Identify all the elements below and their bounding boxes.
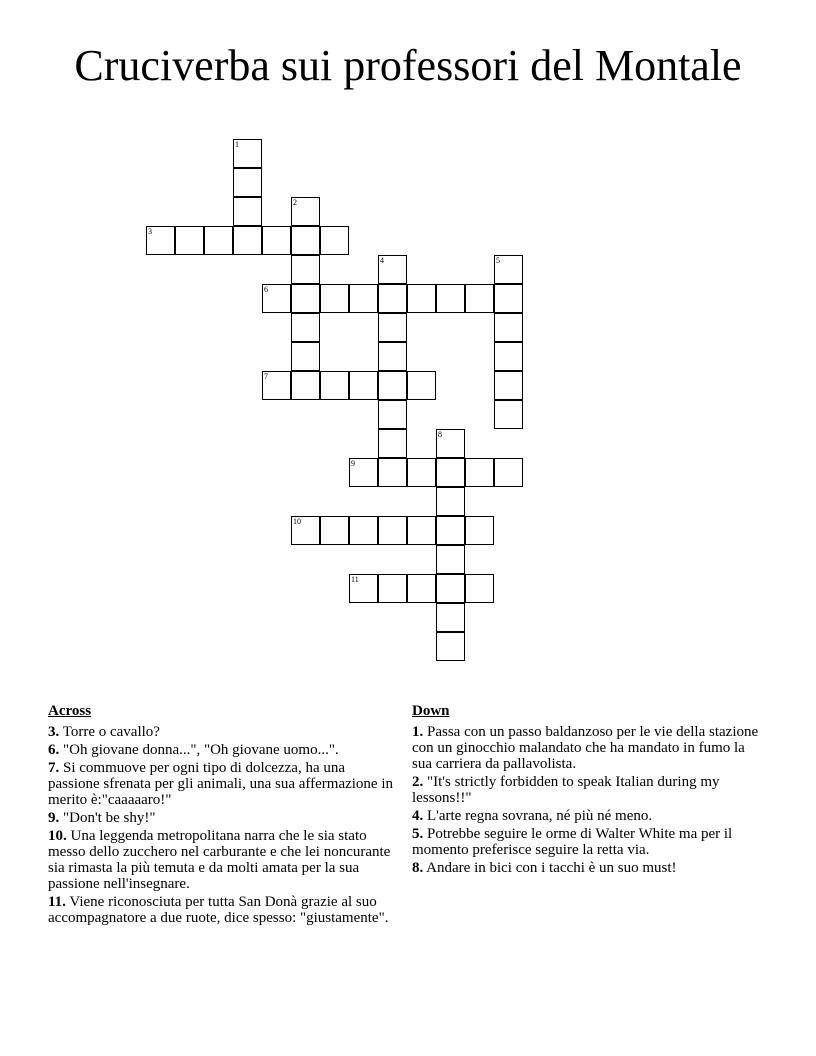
clue-item	[412, 826, 767, 858]
grid-cell[interactable]	[407, 516, 436, 545]
clue-item	[48, 828, 398, 892]
clue-item	[48, 760, 398, 808]
clue-text: "Oh giovane donna...", "Oh giovane uomo...".	[59, 742, 339, 758]
grid-cell[interactable]	[349, 516, 378, 545]
grid-cell[interactable]	[465, 284, 494, 313]
grid-cell[interactable]	[465, 516, 494, 545]
clue-number-label: 11.	[48, 894, 66, 910]
grid-cell[interactable]	[262, 371, 291, 400]
grid-cell[interactable]	[175, 226, 204, 255]
down-clue-list	[412, 724, 767, 876]
clue-text: "Don't be shy!"	[59, 810, 156, 826]
clue-number-label: 8.	[412, 860, 424, 876]
clue-text: Potrebbe seguire le orme di Walter White ma per il momento preferisce seguire la retta via.	[412, 826, 733, 858]
grid-cell[interactable]	[378, 458, 407, 487]
grid-cell[interactable]	[291, 516, 320, 545]
grid-cell[interactable]	[378, 574, 407, 603]
grid-cell[interactable]	[436, 284, 465, 313]
grid-cell[interactable]	[378, 255, 407, 284]
grid-cell[interactable]	[233, 139, 262, 168]
clue-item	[48, 894, 398, 926]
grid-cell[interactable]	[494, 313, 523, 342]
grid-cell[interactable]	[262, 226, 291, 255]
clue-number: 7	[264, 372, 268, 381]
grid-cell[interactable]	[233, 168, 262, 197]
grid-cell[interactable]	[407, 458, 436, 487]
grid-cell[interactable]	[494, 342, 523, 371]
grid-cell[interactable]	[494, 400, 523, 429]
grid-cell[interactable]	[378, 342, 407, 371]
clue-number: 5	[496, 256, 500, 265]
grid-cell[interactable]	[436, 458, 465, 487]
grid-cell[interactable]	[407, 371, 436, 400]
clue-item	[412, 774, 767, 806]
clue-item	[48, 724, 398, 740]
clue-text: Una leggenda metropolitana narra che le sia stato messo dello zucchero nel carburante e che lei noncurante sia rimasta la più temuta e da molti amata per la sua passione nell'insegnare.	[48, 828, 391, 892]
clue-text: Viene riconosciuta per tutta San Donà grazie al suo accompagnatore a due ruote, dice spesso: "giustamente".	[48, 894, 389, 926]
clue-text: Passa con un passo baldanzoso per le vie della stazione con un ginocchio malandato che ha mandato in fumo la sua carriera da pallavolista.	[412, 724, 759, 772]
grid-cell[interactable]	[494, 284, 523, 313]
grid-cell[interactable]	[291, 284, 320, 313]
clue-item	[412, 724, 767, 772]
grid-cell[interactable]	[407, 284, 436, 313]
grid-cell[interactable]	[436, 603, 465, 632]
across-heading: Across	[48, 703, 92, 719]
grid-cell[interactable]	[320, 226, 349, 255]
clue-number: 10	[293, 517, 301, 526]
grid-cell[interactable]	[436, 545, 465, 574]
grid-cell[interactable]	[378, 284, 407, 313]
grid-cell[interactable]	[349, 458, 378, 487]
grid-cell[interactable]	[378, 516, 407, 545]
grid-cell[interactable]	[233, 226, 262, 255]
grid-cell[interactable]	[349, 371, 378, 400]
grid-cell[interactable]	[320, 371, 349, 400]
grid-cell[interactable]	[320, 516, 349, 545]
clue-number-label: 6.	[48, 742, 60, 758]
clue-number-label: 1.	[412, 724, 424, 740]
clue-number: 8	[438, 430, 442, 439]
grid-cell[interactable]	[291, 371, 320, 400]
clue-item	[412, 860, 767, 876]
clue-number-label: 3.	[48, 724, 60, 740]
grid-cell[interactable]	[436, 574, 465, 603]
grid-cell[interactable]	[291, 197, 320, 226]
grid-cell[interactable]	[291, 255, 320, 284]
grid-cell[interactable]	[494, 458, 523, 487]
grid-cell[interactable]	[291, 342, 320, 371]
grid-cell[interactable]	[436, 429, 465, 458]
grid-cell[interactable]	[291, 226, 320, 255]
down-clues	[412, 702, 767, 878]
clue-item	[48, 742, 398, 758]
clue-text: Andare in bici con i tacchi è un suo must!	[423, 860, 677, 876]
grid-cell[interactable]	[436, 487, 465, 516]
grid-cell[interactable]	[465, 458, 494, 487]
clue-number-label: 5.	[412, 826, 424, 842]
grid-cell[interactable]	[349, 574, 378, 603]
clue-number-label: 10.	[48, 828, 67, 844]
grid-cell[interactable]	[233, 197, 262, 226]
grid-cell[interactable]	[436, 516, 465, 545]
clue-number: 9	[351, 459, 355, 468]
clue-number-label: 7.	[48, 760, 60, 776]
clue-number: 2	[293, 198, 297, 207]
clue-item	[48, 810, 398, 826]
grid-cell[interactable]	[204, 226, 233, 255]
clue-number: 1	[235, 140, 239, 149]
clue-number: 11	[351, 575, 359, 584]
grid-cell[interactable]	[320, 284, 349, 313]
grid-cell[interactable]	[146, 226, 175, 255]
grid-cell[interactable]	[378, 371, 407, 400]
clue-number: 6	[264, 285, 268, 294]
clue-number: 4	[380, 256, 384, 265]
grid-cell[interactable]	[378, 313, 407, 342]
clue-text: L'arte regna sovrana, né più né meno.	[423, 808, 653, 824]
grid-cell[interactable]	[291, 313, 320, 342]
clue-number-label: 4.	[412, 808, 424, 824]
clue-number: 3	[148, 227, 152, 236]
clue-text: Torre o cavallo?	[59, 724, 160, 740]
grid-cell[interactable]	[349, 284, 378, 313]
page-title: Cruciverba sui professori del Montale	[74, 41, 742, 90]
grid-cell[interactable]	[378, 400, 407, 429]
grid-cell[interactable]	[494, 371, 523, 400]
clue-number-label: 9.	[48, 810, 60, 826]
across-clues	[48, 702, 398, 928]
grid-cell[interactable]	[262, 284, 291, 313]
clue-text: Si commuove per ogni tipo di dolcezza, ha una passione sfrenata per gli animali, una sua affermazione in merito è:"caaaaaro!"	[48, 760, 394, 808]
grid-cell[interactable]	[465, 574, 494, 603]
grid-cell[interactable]	[378, 429, 407, 458]
clue-number-label: 2.	[412, 774, 424, 790]
clue-text: "It's strictly forbidden to speak Italian during my lessons!!"	[412, 774, 720, 806]
clue-item	[412, 808, 767, 824]
grid-cell[interactable]	[494, 255, 523, 284]
grid-cell[interactable]	[436, 632, 465, 661]
across-clue-list	[48, 724, 398, 926]
grid-cell[interactable]	[407, 574, 436, 603]
down-heading: Down	[412, 703, 450, 719]
